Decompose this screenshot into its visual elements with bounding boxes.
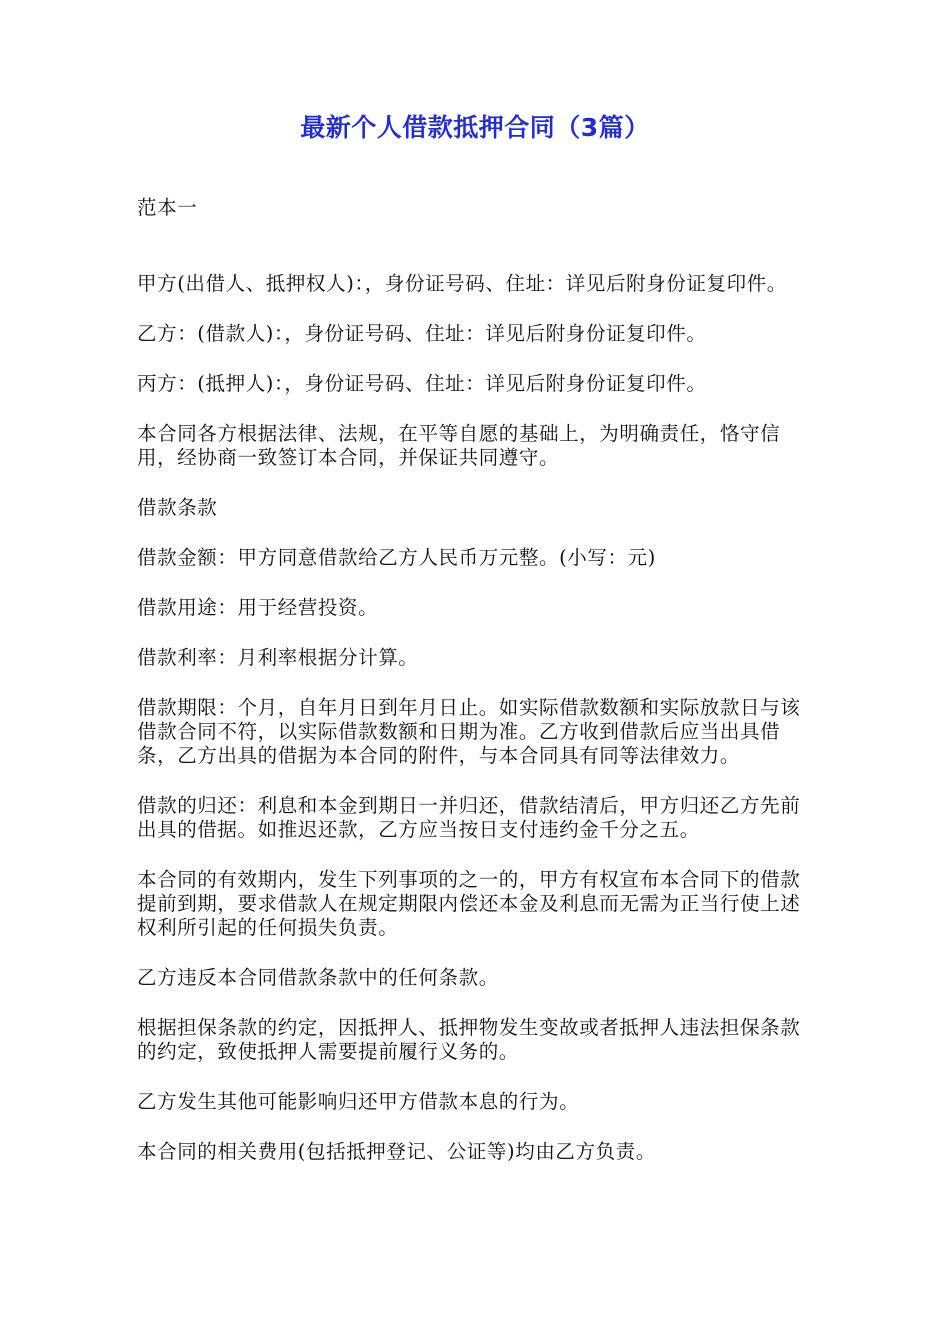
- loan-purpose-paragraph: 借款用途：用于经营投资。: [137, 596, 379, 619]
- loan-term-paragraph: 借款期限：个月，自年月日到年月日止。如实际借款数额和实际放款日与该借款合同不符，以实际借款数额和日期为准。乙方收到借款后应当出具借条，乙方出具的借据为本合同的附件，与本合同具有同等法律效力。: [137, 696, 801, 767]
- section-heading: 范本一: [137, 196, 198, 219]
- party-a-paragraph: 甲方(出借人、抵押权人)：，身份证号码、住址：详见后附身份证复印件。: [137, 272, 787, 295]
- loan-rate-paragraph: 借款利率：月利率根据分计算。: [137, 646, 419, 669]
- loan-amount-paragraph: 借款金额：甲方同意借款给乙方人民币万元整。(小写：元): [137, 546, 656, 569]
- document-body: [137, 196, 817, 1164]
- guarantee-item-paragraph: 根据担保条款的约定，因抵押人、抵押物发生变故或者抵押人违法担保条款的约定，致使抵押人需要提前履行义务的。: [137, 1016, 801, 1063]
- party-b-paragraph: 乙方：(借款人)：，身份证号码、住址：详见后附身份证复印件。: [137, 322, 707, 345]
- other-behavior-paragraph: 乙方发生其他可能影响归还甲方借款本息的行为。: [137, 1090, 580, 1113]
- loan-terms-heading: 借款条款: [137, 496, 218, 519]
- fees-paragraph: 本合同的相关费用(包括抵押登记、公证等)均由乙方负责。: [137, 1140, 656, 1163]
- breach-item-paragraph: 乙方违反本合同借款条款中的任何条款。: [137, 966, 499, 989]
- repayment-paragraph: 借款的归还：利息和本金到期日一并归还，借款结清后，甲方归还乙方先前出具的借据。如推迟还款，乙方应当按日支付违约金千分之五。: [137, 794, 801, 841]
- acceleration-paragraph: 本合同的有效期内，发生下列事项的之一的，甲方有权宣布本合同下的借款提前到期，要求借款人在规定期限内偿还本金及利息而无需为正当行使上述权利所引起的任何损失负责。: [137, 868, 801, 939]
- preamble-paragraph: 本合同各方根据法律、法规，在平等自愿的基础上，为明确责任，恪守信用，经协商一致签订本合同，并保证共同遵守。: [137, 422, 781, 469]
- document-title: 最新个人借款抵押合同（3篇）: [300, 113, 650, 142]
- party-c-paragraph: 丙方：(抵押人)：，身份证号码、住址：详见后附身份证复印件。: [137, 372, 707, 395]
